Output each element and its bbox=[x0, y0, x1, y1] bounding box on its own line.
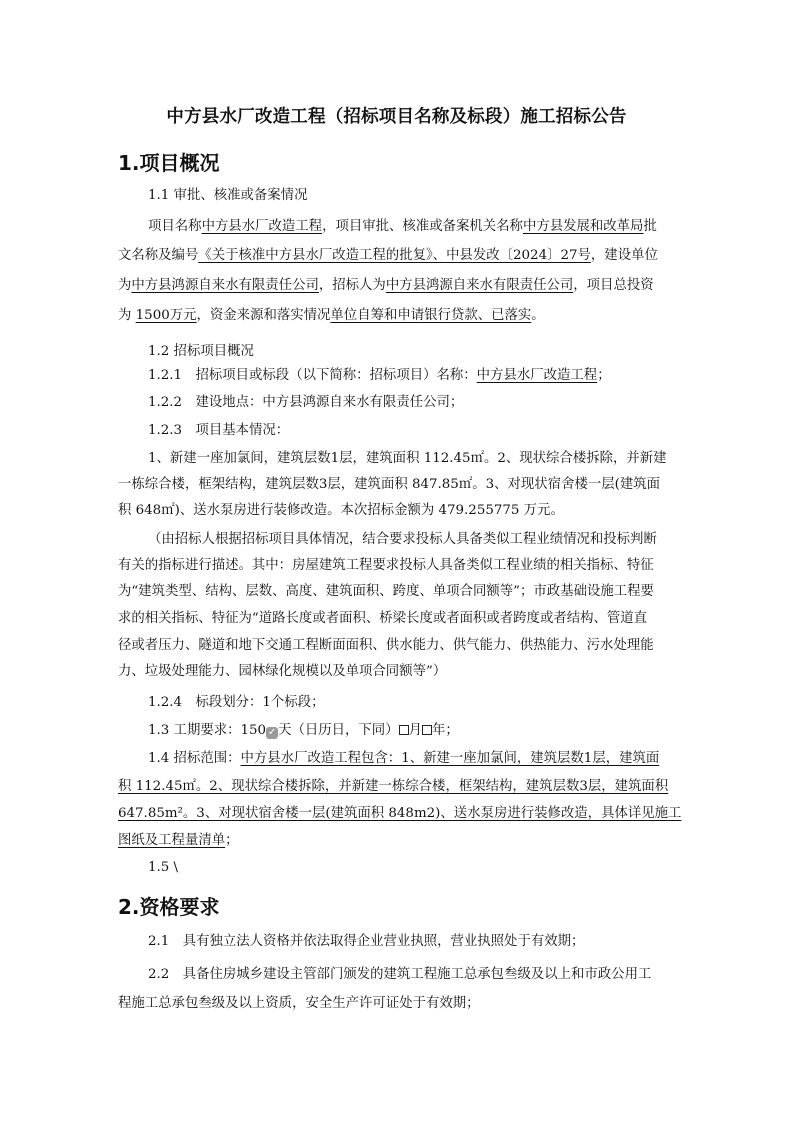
s1-4-line1 bbox=[148, 749, 659, 769]
approval-document: 《关于核准中方县水厂改造工程的批复》、中县发改〔2024〕27号 bbox=[198, 248, 591, 263]
checkbox-checked-icon[interactable]: ✓ bbox=[267, 727, 277, 738]
basic-line-1: 1、新建一座加氯间，建筑层数1层，建筑面积 112.45㎡。2、现状综合楼拆除，并新建 bbox=[148, 451, 667, 466]
scope-line-2: 积 112.45㎡。2、现状综合楼拆除，并新建一栋综合楼，框架结构，建筑层数3层，建筑面积 bbox=[118, 779, 669, 794]
text: 1.4 招标范围： bbox=[148, 751, 241, 766]
s1-1-line2 bbox=[118, 246, 658, 266]
s1-2-2: 1.2.2 建设地点：中方县鸿源自来水有限责任公司； bbox=[148, 395, 464, 410]
total-investment: 1500万元 bbox=[135, 308, 197, 323]
s1-5: 1.5 \ bbox=[148, 860, 179, 875]
text: ； bbox=[225, 833, 239, 848]
approval-authority: 中方县发展和改革局 bbox=[522, 219, 644, 234]
s1-2-1 bbox=[148, 366, 611, 386]
note-line-4: 求的相关指标、特征为“道路长度或者面积、桥梁长度或者面积或者跨度或者结构、管道直 bbox=[118, 611, 648, 626]
checkbox-empty-icon[interactable] bbox=[399, 725, 409, 735]
s1-1-line4 bbox=[118, 306, 545, 326]
text: 为 bbox=[118, 278, 132, 293]
text: 天（日历日，下同） bbox=[278, 723, 399, 738]
text: ，资金来源和落实情况 bbox=[196, 308, 331, 323]
text: 项目名称 bbox=[148, 219, 202, 234]
s2-2-line2: 程施工总承包叁级及以上资质，安全生产许可证处于有效期； bbox=[118, 996, 480, 1011]
s1-1-line3 bbox=[118, 276, 654, 296]
funding-source: 单位自筹和申请银行贷款、已落实 bbox=[330, 308, 532, 323]
s1-1-heading: 1.1 审批、核准或备案情况 bbox=[148, 188, 308, 203]
s1-2-4: 1.2.4 标段划分：1个标段； bbox=[148, 695, 325, 710]
s1-4-line4 bbox=[118, 831, 239, 851]
scope-line-1: 中方县水厂改造工程包含：1、新建一座加氯间，建筑层数1层，建筑面 bbox=[240, 751, 660, 766]
checkbox-empty-icon[interactable] bbox=[422, 725, 432, 735]
text: 1.3 工期要求： bbox=[148, 723, 241, 738]
s1-1-line1 bbox=[148, 217, 657, 237]
section-1-heading: 1.项目概况 bbox=[118, 151, 220, 175]
note-line-1: （由招标人根据招标项目具体情况，结合要求投标人具备类似工程业绩情况和投标判断 bbox=[148, 532, 657, 547]
s2-2-line1: 2.2 具备住房城乡建设主管部门颁发的建筑工程施工总承包叁级及以上和市政公用工 bbox=[148, 967, 652, 982]
builder-name: 中方县鸿源自来水有限责任公司 bbox=[131, 278, 319, 293]
note-line-5: 径或者压力、隧道和地下交通工程断面面积、供水能力、供气能力、供热能力、污水处理能 bbox=[118, 638, 654, 653]
basic-line-2: 一栋综合楼，框架结构，建筑层数3层，建筑面积 847.85㎡。3、对现状宿舍楼一层(建筑面 bbox=[118, 477, 661, 492]
text: 。 bbox=[531, 308, 545, 323]
text: 1.2.1 招标项目或标段（以下简称：招标项目）名称： bbox=[148, 368, 477, 383]
text: ，建设单位 bbox=[590, 248, 658, 263]
s2-1: 2.1 具有独立法人资格并依法取得企业营业执照，营业执照处于有效期； bbox=[148, 934, 585, 949]
text: 年； bbox=[431, 723, 459, 738]
s1-2-3: 1.2.3 项目基本情况： bbox=[148, 423, 290, 438]
scope-line-4: 图纸及工程量清单 bbox=[118, 833, 226, 848]
text: ，项目总投资 bbox=[573, 278, 654, 293]
note-line-2: 有关的指标进行描述。其中：房屋建筑工程要求投标人具备类似工程业绩的相关指标、特征 bbox=[118, 558, 654, 573]
section-2-heading: 2.资格要求 bbox=[118, 895, 220, 919]
project-name: 中方县水厂改造工程 bbox=[201, 219, 323, 234]
text: 为 bbox=[118, 308, 136, 323]
text: ，招标人为 bbox=[318, 278, 386, 293]
tender-project-name: 中方县水厂改造工程 bbox=[476, 368, 598, 383]
text: ，项目审批、核准或备案机关名称 bbox=[322, 219, 523, 234]
text: 月 bbox=[408, 723, 422, 738]
s1-3-duration bbox=[148, 721, 459, 741]
note-line-6: 力、垃圾处理能力、园林绿化规模以及单项合同额等”） bbox=[118, 664, 447, 679]
text: ； bbox=[597, 368, 611, 383]
scope-line-3: 647.85m²。3、对现状宿舍楼一层(建筑面积 848m2)、送水泵房进行装修改造，具体详见施工 bbox=[118, 806, 682, 821]
duration-days: 150 bbox=[240, 723, 267, 738]
text: 文名称及编号 bbox=[118, 248, 199, 263]
tenderer-name: 中方县鸿源自来水有限责任公司 bbox=[385, 278, 574, 293]
s1-2-heading: 1.2 招标项目概况 bbox=[148, 344, 254, 359]
basic-line-3: 积 648㎡)、送水泵房进行装修改造。本次招标金额为 479.255775 万元。 bbox=[118, 503, 564, 518]
note-line-3: 为“建筑类型、结构、层数、高度、建筑面积、跨度、单项合同额等”；市政基础设施工程要 bbox=[118, 584, 654, 599]
text: 批 bbox=[643, 219, 657, 234]
document-title: 中方县水厂改造工程（招标项目名称及标段）施工招标公告 bbox=[166, 107, 627, 127]
